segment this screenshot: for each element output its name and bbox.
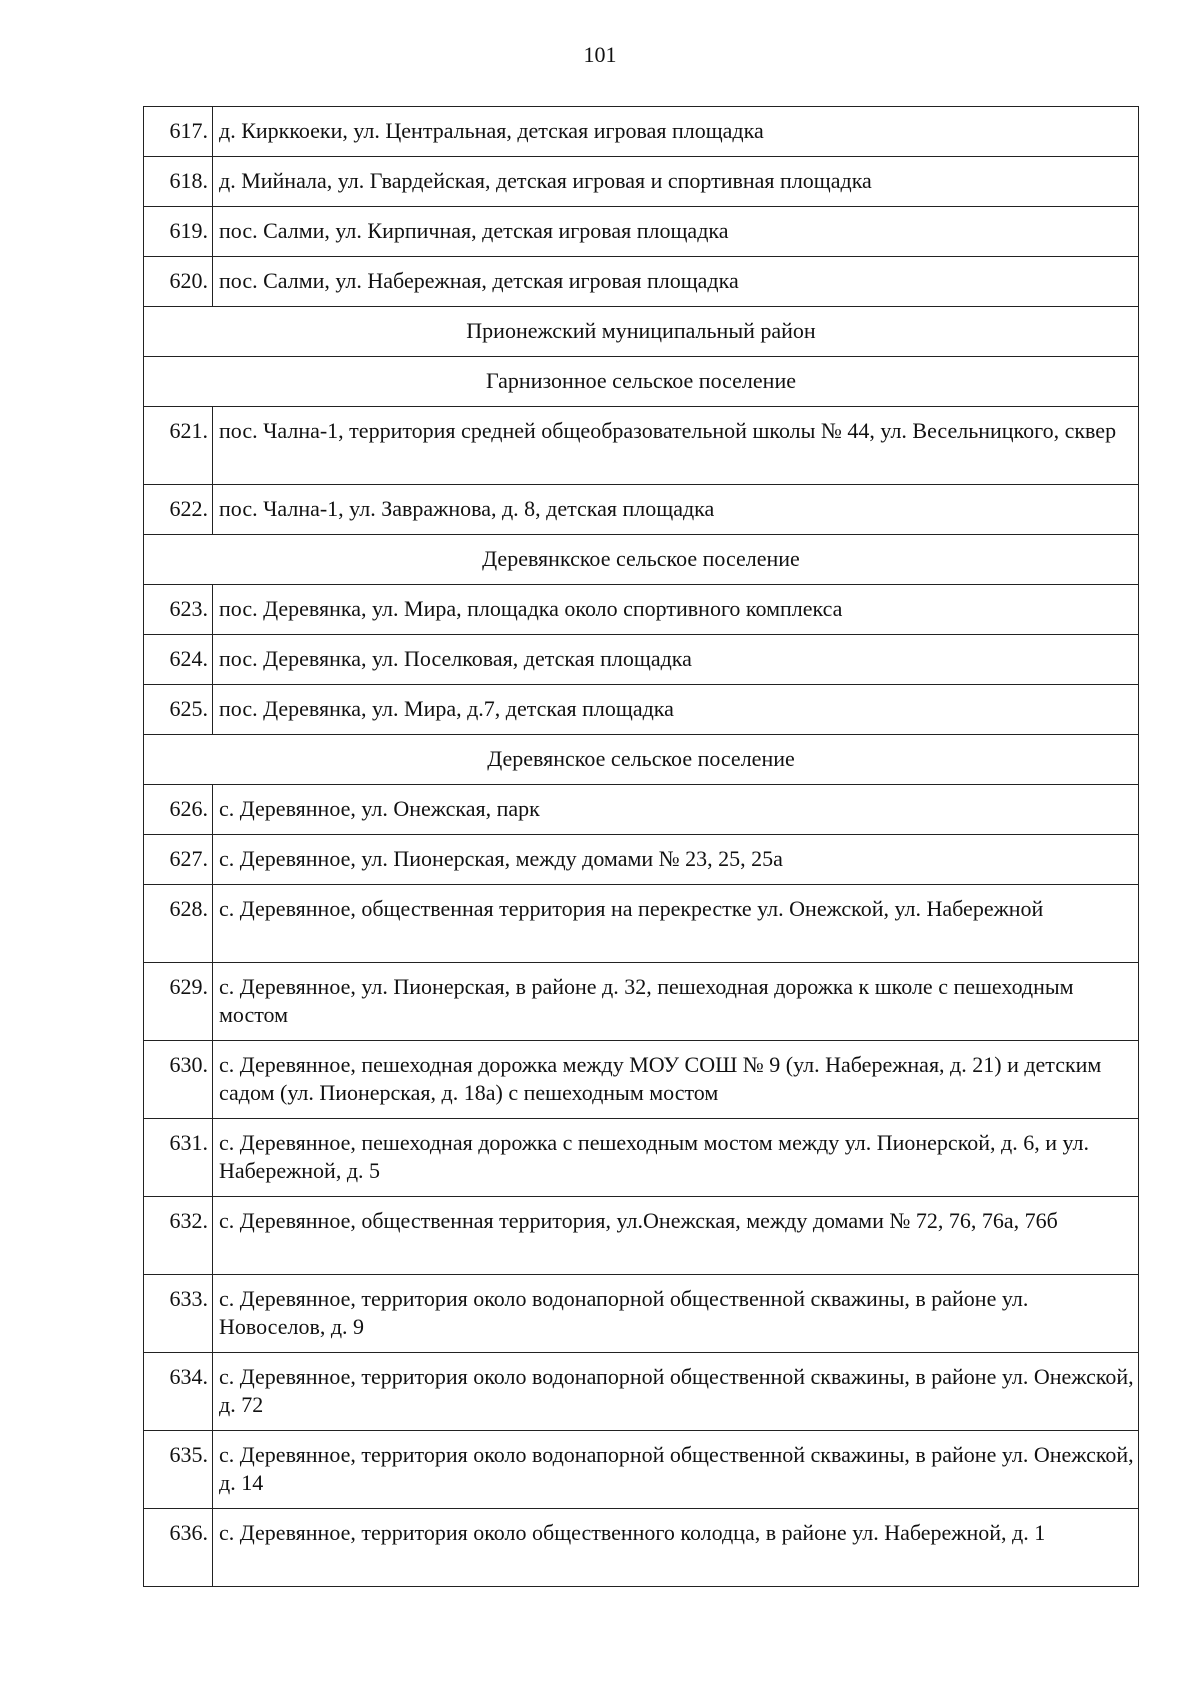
table-row [144,257,1139,307]
row-number: 627. [144,835,213,885]
table-row [144,1275,1139,1353]
section-heading: Прионежский муниципальный район [144,307,1139,357]
row-description: д. Кирккоеки, ул. Центральная, детская игровая площадка [213,107,1139,157]
table-row [144,963,1139,1041]
row-number: 629. [144,963,213,1041]
row-number: 621. [144,407,213,485]
row-description: пос. Чална-1, территория средней общеобразовательной школы № 44, ул. Весельницкого, сквер [213,407,1139,485]
section-row [144,535,1139,585]
page-number: 101 [583,42,617,67]
row-description: с. Деревянное, ул. Пионерская, между домами № 23, 25, 25а [213,835,1139,885]
row-description: д. Мийнала, ул. Гвардейская, детская игровая и спортивная площадка [213,157,1139,207]
row-number: 630. [144,1041,213,1119]
row-number: 625. [144,685,213,735]
table-row [144,157,1139,207]
table-row [144,1119,1139,1197]
row-description: с. Деревянное, пешеходная дорожка между МОУ СОШ № 9 (ул. Набережная, д. 21) и детским садом (ул. Пионерская, д. 18а) с пешеходным мостом [213,1041,1139,1119]
row-description: с. Деревянное, ул. Онежская, парк [213,785,1139,835]
row-description: с. Деревянное, ул. Пионерская, в районе д. 32, пешеходная дорожка к школе с пешеходным мостом [213,963,1139,1041]
section-row [144,357,1139,407]
row-number: 635. [144,1431,213,1509]
section-row [144,307,1139,357]
row-number: 618. [144,157,213,207]
row-number: 619. [144,207,213,257]
row-description: с. Деревянное, территория около водонапорной общественной скважины, в районе ул. Онежской, д. 14 [213,1431,1139,1509]
table-row [144,1197,1139,1275]
row-number: 626. [144,785,213,835]
table-row [144,107,1139,157]
table-row [144,1431,1139,1509]
table-row [144,1041,1139,1119]
row-description: пос. Салми, ул. Набережная, детская игровая площадка [213,257,1139,307]
table-row [144,635,1139,685]
table-row [144,207,1139,257]
row-description: пос. Деревянка, ул. Мира, площадка около спортивного комплекса [213,585,1139,635]
table-row [144,407,1139,485]
row-number: 634. [144,1353,213,1431]
row-number: 622. [144,485,213,535]
row-description: с. Деревянное, территория около водонапорной общественной скважины, в районе ул. Онежской, д. 72 [213,1353,1139,1431]
table-row [144,585,1139,635]
row-description: пос. Чална-1, ул. Завражнова, д. 8, детская площадка [213,485,1139,535]
objects-table [143,106,1139,1587]
row-number: 624. [144,635,213,685]
row-number: 623. [144,585,213,635]
table-row [144,1509,1139,1587]
row-number: 628. [144,885,213,963]
row-number: 631. [144,1119,213,1197]
section-heading: Деревянкское сельское поселение [144,535,1139,585]
row-number: 620. [144,257,213,307]
row-number: 636. [144,1509,213,1587]
section-heading: Деревянское сельское поселение [144,735,1139,785]
table-row [144,785,1139,835]
table-row [144,685,1139,735]
row-number: 632. [144,1197,213,1275]
section-heading: Гарнизонное сельское поселение [144,357,1139,407]
table-row [144,485,1139,535]
row-description: с. Деревянное, общественная территория, ул.Онежская, между домами № 72, 76, 76а, 76б [213,1197,1139,1275]
row-description: с. Деревянное, территория около водонапорной общественной скважины, в районе ул. Новоселов, д. 9 [213,1275,1139,1353]
table-row [144,1353,1139,1431]
row-description: с. Деревянное, пешеходная дорожка с пешеходным мостом между ул. Пионерской, д. 6, и ул. Набережной, д. 5 [213,1119,1139,1197]
section-row [144,735,1139,785]
row-number: 633. [144,1275,213,1353]
row-description: пос. Деревянка, ул. Поселковая, детская площадка [213,635,1139,685]
row-description: пос. Деревянка, ул. Мира, д.7, детская площадка [213,685,1139,735]
row-number: 617. [144,107,213,157]
row-description: с. Деревянное, территория около общественного колодца, в районе ул. Набережной, д. 1 [213,1509,1139,1587]
table-row [144,835,1139,885]
row-description: с. Деревянное, общественная территория на перекрестке ул. Онежской, ул. Набережной [213,885,1139,963]
row-description: пос. Салми, ул. Кирпичная, детская игровая площадка [213,207,1139,257]
table-row [144,885,1139,963]
